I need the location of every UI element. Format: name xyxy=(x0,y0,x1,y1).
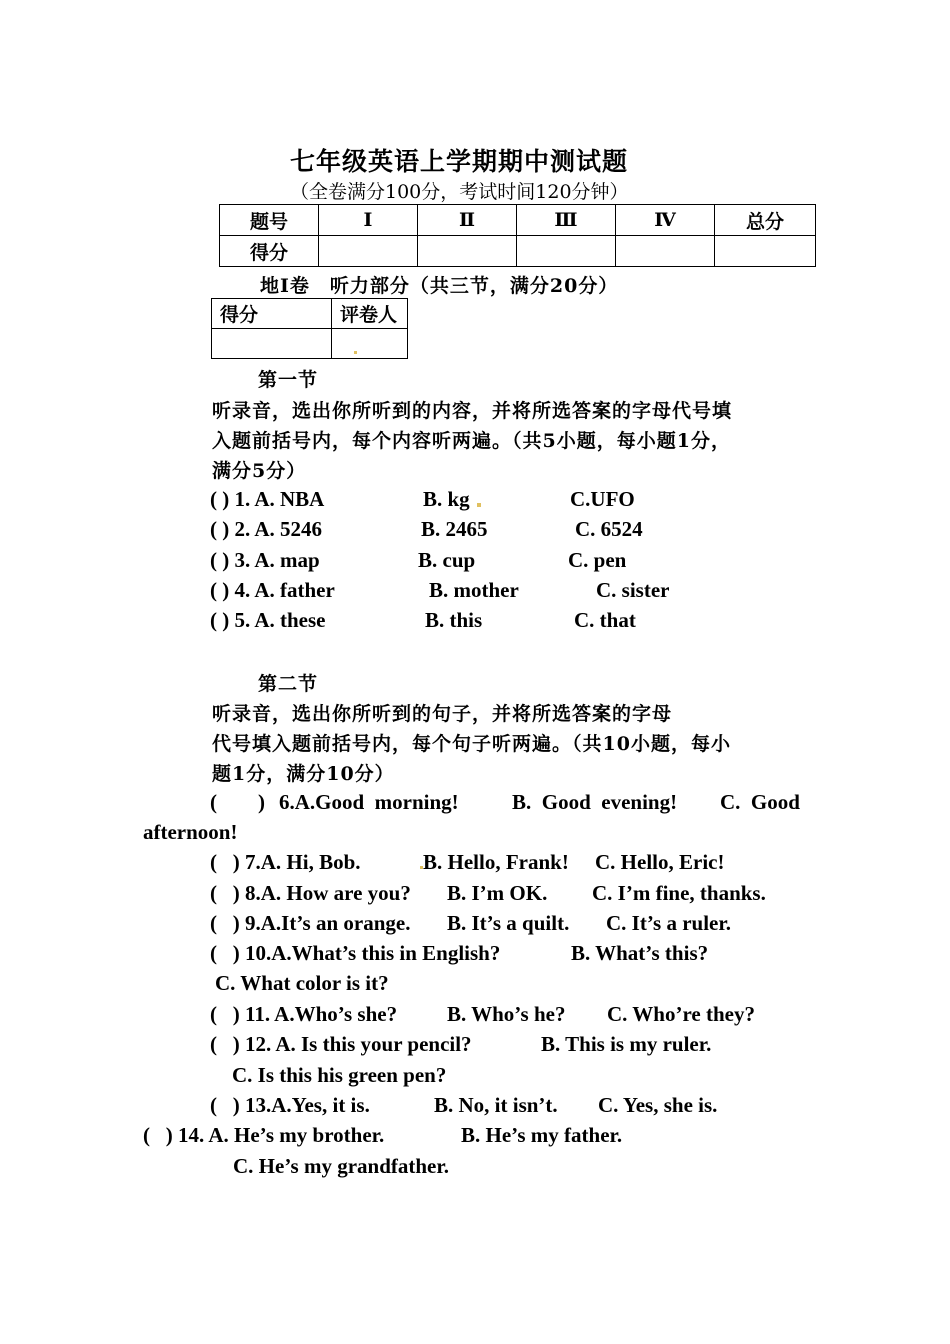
question-4-a: ( ) 4. A. father xyxy=(210,578,335,602)
score-table-col-total: 总分 xyxy=(715,205,816,236)
score-table-col-1: Ⅰ xyxy=(319,205,418,236)
question-7-c: C. Hello, Eric! xyxy=(595,850,725,874)
section1-title: 第一节 xyxy=(258,369,319,391)
question-13-c: C. Yes, she is. xyxy=(598,1093,718,1117)
question-5-c: C. that xyxy=(574,608,636,632)
question-7-a: ( ) 7.A. Hi, Bob. xyxy=(210,850,361,874)
question-1-a: ( ) 1. A. NBA xyxy=(210,487,325,511)
question-12-b: B. This is my ruler. xyxy=(541,1032,712,1056)
question-14-b: B. He’s my father. xyxy=(461,1123,623,1147)
question-3-b: B. cup xyxy=(418,548,476,572)
section1-instructions-line: 满分5分） xyxy=(212,460,307,482)
score-table xyxy=(219,204,816,267)
question-9-a: ( ) 9.A.It’s an orange. xyxy=(210,911,411,935)
score-table-col-2: Ⅱ xyxy=(418,205,517,236)
question-8-c: C. I’m fine, thanks. xyxy=(592,881,766,905)
question-6-a: 6.A.Good morning! xyxy=(279,790,459,814)
part1-heading: 地Ⅰ卷 听力部分（共三节，满分20分） xyxy=(260,275,619,297)
question-6-b: B. Good evening! xyxy=(512,790,678,814)
section1-instructions-line: 入题前括号内，每个内容听两遍。（共5小题，每小题1分， xyxy=(212,430,731,452)
question-12-a: ( ) 12. A. Is this your pencil? xyxy=(210,1032,472,1056)
question-6-paren-close: ) xyxy=(258,790,265,814)
score-cell[interactable] xyxy=(418,236,517,267)
question-2-a: ( ) 2. A. 5246 xyxy=(210,517,322,541)
question-5-b: B. this xyxy=(425,608,483,632)
section2-instructions-line: 题1分，满分10分） xyxy=(212,763,395,785)
grader-score-cell[interactable] xyxy=(212,329,332,359)
decorative-dot xyxy=(477,503,481,507)
score-cell[interactable] xyxy=(319,236,418,267)
score-cell[interactable] xyxy=(517,236,616,267)
grader-table xyxy=(211,298,408,359)
question-10-c: C. What color is it? xyxy=(215,971,389,995)
question-11-c: C. Who’re they? xyxy=(607,1002,755,1026)
score-cell[interactable] xyxy=(616,236,715,267)
grader-name-cell[interactable] xyxy=(332,329,408,359)
question-8-a: ( ) 8.A. How are you? xyxy=(210,881,411,905)
question-10-a: ( ) 10.A.What’s this in English? xyxy=(210,941,501,965)
question-2-c: C. 6524 xyxy=(575,517,643,541)
question-8-b: B. I’m OK. xyxy=(447,881,548,905)
page-title: 七年级英语上学期期中测试题 xyxy=(290,147,629,176)
question-6-c: C. Good xyxy=(720,790,800,814)
question-1-b: B. kg xyxy=(423,487,470,511)
section2-instructions-line: 代号填入题前括号内，每个句子听两遍。（共10小题，每小 xyxy=(212,733,731,755)
question-7-b: B. Hello, Frank! xyxy=(423,850,569,874)
page-subtitle: （全卷满分100分，考试时间120分钟） xyxy=(290,181,629,203)
score-table-header-label: 题号 xyxy=(220,205,319,236)
question-10-b: B. What’s this? xyxy=(571,941,709,965)
question-3-c: C. pen xyxy=(568,548,627,572)
question-4-b: B. mother xyxy=(429,578,519,602)
question-11-a: ( ) 11. A.Who’s she? xyxy=(210,1002,398,1026)
grader-score-label: 得分 xyxy=(212,299,332,329)
score-table-score-label: 得分 xyxy=(220,236,319,267)
score-table-col-3: Ⅲ xyxy=(517,205,616,236)
question-5-a: ( ) 5. A. these xyxy=(210,608,326,632)
question-12-c: C. Is this his green pen? xyxy=(232,1063,447,1087)
question-9-b: B. It’s a quilt. xyxy=(447,911,570,935)
question-1-c: C.UFO xyxy=(570,487,635,511)
question-6-paren: ( xyxy=(210,790,217,814)
question-9-c: C. It’s a ruler. xyxy=(606,911,732,935)
grader-name-label: 评卷人 xyxy=(332,299,408,329)
section1-instructions-line: 听录音，选出你所听到的内容，并将所选答案的字母代号填 xyxy=(212,400,733,422)
question-3-a: ( ) 3. A. map xyxy=(210,548,320,572)
decorative-dot xyxy=(354,351,357,354)
question-14-a: ( ) 14. A. He’s my brother. xyxy=(143,1123,385,1147)
question-13-b: B. No, it isn’t. xyxy=(434,1093,558,1117)
question-4-c: C. sister xyxy=(596,578,670,602)
question-13-a: ( ) 13.A.Yes, it is. xyxy=(210,1093,370,1117)
question-6-wrap: afternoon! xyxy=(143,820,238,844)
section2-title: 第二节 xyxy=(258,673,319,695)
section2-instructions-line: 听录音，选出你所听到的句子，并将所选答案的字母 xyxy=(212,703,673,725)
score-table-col-4: Ⅳ xyxy=(616,205,715,236)
score-cell[interactable] xyxy=(715,236,816,267)
question-2-b: B. 2465 xyxy=(421,517,488,541)
question-11-b: B. Who’s he? xyxy=(447,1002,566,1026)
question-14-c: C. He’s my grandfather. xyxy=(233,1154,450,1178)
